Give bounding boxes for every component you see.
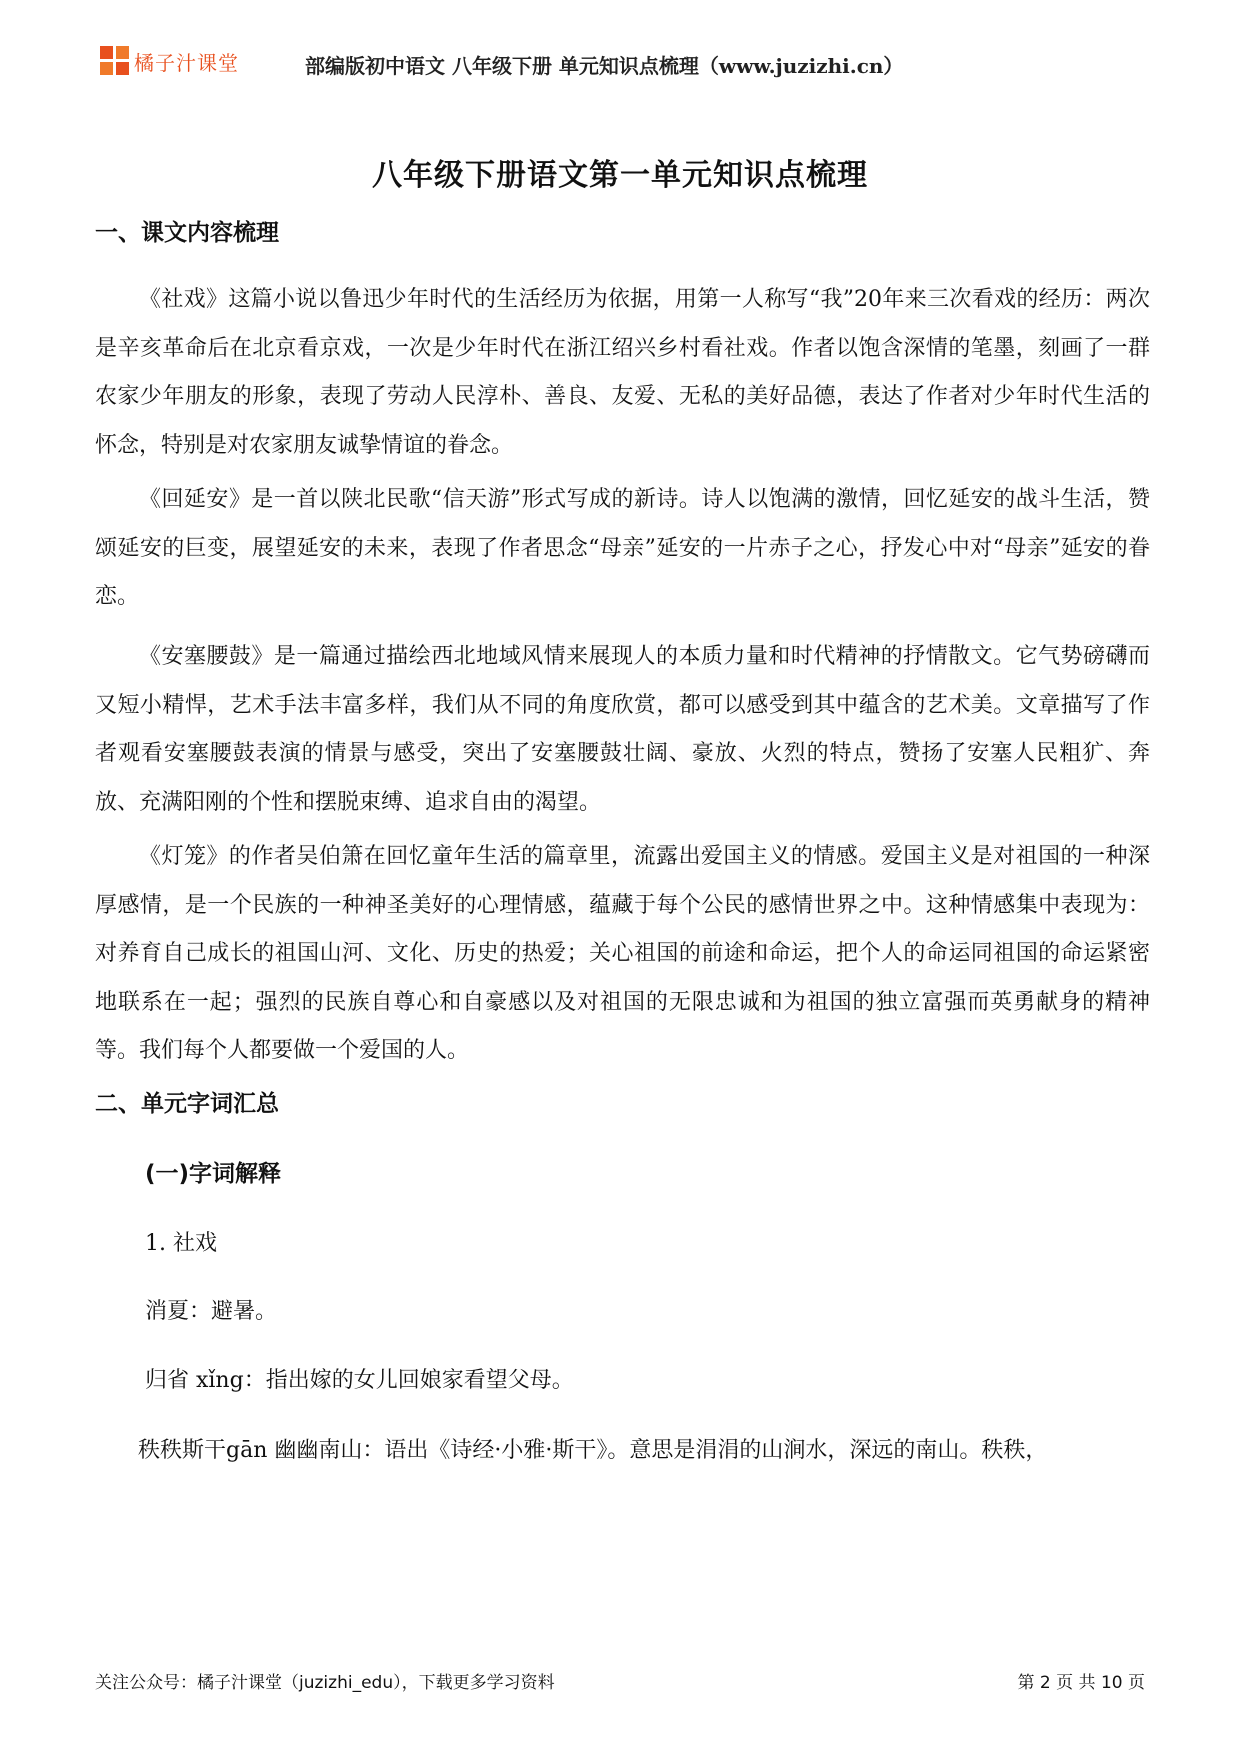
brand-logo: [100, 46, 239, 76]
item-title-shexi: 1. 社戏: [145, 1231, 217, 1256]
header-title: 部编版初中语文 八年级下册 单元知识点梳理（www.juzizhi.cn）: [305, 54, 904, 78]
logo-text: 橘子汁课堂: [134, 50, 239, 75]
section-heading-vocabulary: 二、单元字词汇总: [95, 1091, 279, 1117]
page-number: 第 2 页 共 10 页: [1017, 1673, 1145, 1693]
logo-icon: [100, 46, 130, 76]
paragraph-ansai-yaogu: 《安塞腰鼓》是一篇通过描绘西北地域风情来展现人的本质力量和时代精神的抒情散文。它气势磅礴而又短小精悍，艺术手法丰富多样，我们从不同的角度欣赏，都可以感受到其中蕴含的艺术美。文章描写了作者观看安塞腰鼓表演的情景与感受，突出了安塞腰鼓壮阔、豪放、火烈的特点，赞扬了安塞人民粗犷、奔放、充满阳刚的个性和摆脱束缚、追求自由的渴望。: [95, 644, 1150, 815]
paragraph-shexi: 《社戏》这篇小说以鲁迅少年时代的生活经历为依据，用第一人称写“我”20年来三次看戏的经历：两次是辛亥革命后在北京看京戏，一次是少年时代在浙江绍兴乡村看社戏。作者以饱含深情的笔墨，刻画了一群农家少年朋友的形象，表现了劳动人民淳朴、善良、友爱、无私的美好品德，表达了作者对少年时代生活的怀念，特别是对农家朋友诚挚情谊的眷念。: [95, 287, 1150, 458]
document-title: 八年级下册语文第一单元知识点梳理: [372, 158, 868, 193]
page-header: [0, 38, 1240, 88]
paragraph-hui-yanan: 《回延安》是一首以陕北民歌“信天游”形式写成的新诗。诗人以饱满的激情，回忆延安的战斗生活，赞颂延安的巨变，展望延安的未来，表现了作者思念“母亲”延安的一片赤子之心，抒发心中对“母亲”延安的眷恋。: [95, 487, 1150, 609]
subsection-heading: (一)字词解释: [145, 1161, 282, 1187]
section-heading-content: 一、课文内容梳理: [95, 220, 279, 246]
footer-note: 关注公众号：橘子汁课堂（juzizhi_edu），下载更多学习资料: [95, 1673, 555, 1693]
vocab-entry: 消夏：避暑。: [145, 1299, 278, 1324]
vocab-entry: 秩秩斯干gān 幽幽南山：语出《诗经·小雅·斯干》。意思是涓涓的山涧水，深远的南山。秩秩，: [138, 1438, 1048, 1463]
paragraph-denglong: 《灯笼》的作者吴伯箫在回忆童年生活的篇章里，流露出爱国主义的情感。爱国主义是对祖国的一种深厚感情，是一个民族的一种神圣美好的心理情感，蕴藏于每个公民的感情世界之中。这种情感集中表现为：对养育自己成长的祖国山河、文化、历史的热爱；关心祖国的前途和命运，把个人的命运同祖国的命运紧密地联系在一起；强烈的民族自尊心和自豪感以及对祖国的无限忠诚和为祖国的独立富强而英勇献身的精神等。我们每个人都要做一个爱国的人。: [95, 844, 1150, 1063]
vocab-entry: 归省 xǐng：指出嫁的女儿回娘家看望父母。: [145, 1368, 574, 1393]
